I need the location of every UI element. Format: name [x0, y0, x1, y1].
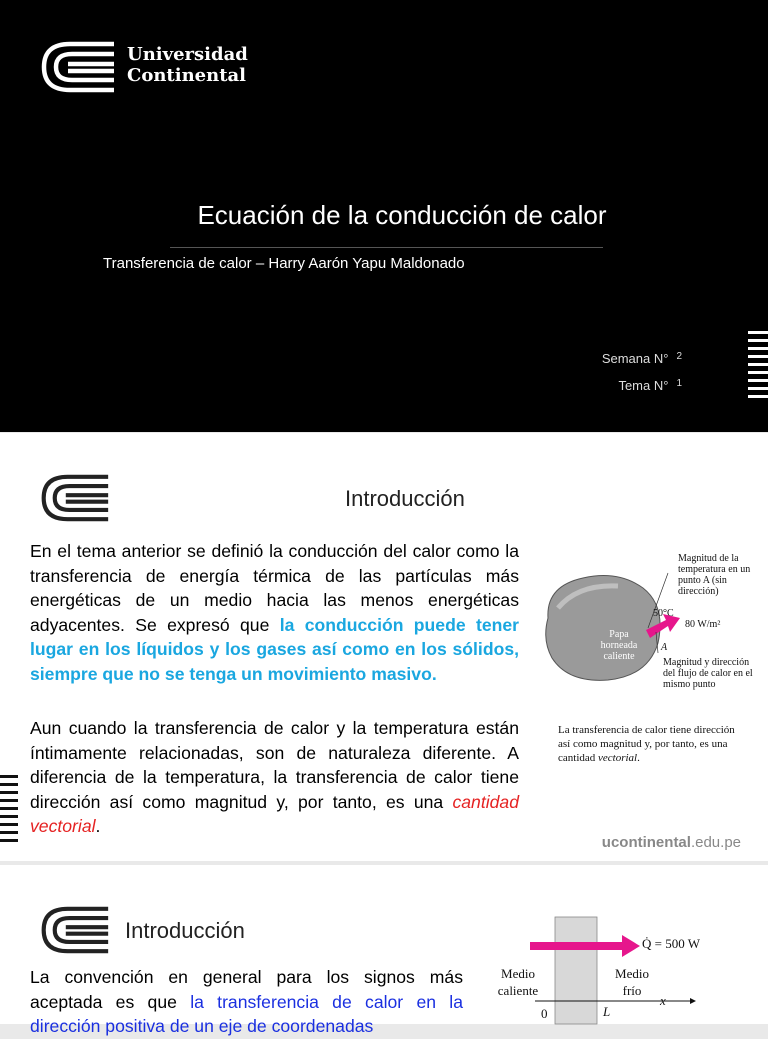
presentation-subtitle: Transferencia de calor – Harry Aarón Yapu Maldonado [103, 255, 465, 272]
wall-thickness-label: L [603, 1004, 611, 1019]
wall [555, 917, 597, 1024]
point-label: A [661, 642, 668, 653]
decorative-bars-icon [748, 331, 768, 403]
intro-slide [0, 433, 768, 861]
tema-label: Tema N° $^1$ [618, 378, 682, 393]
footer-url[interactable]: ucontinental.edu.pe [601, 834, 741, 851]
heat-rate-arrow [622, 935, 640, 957]
intro-paragraph-1: En el tema anterior se definió la conducción del calor como la transferencia de energía térmica de las partículas más energéticas de un medio hacia las menos energéticas adyacentes. Se expresó que la conducción puede tener lugar en los líquidos y los gases así como en los sólidos, siempre que no se tenga un movimiento masivo. [30, 541, 519, 684]
x-axis-label: x [660, 993, 666, 1008]
decorative-bars-icon [0, 775, 18, 847]
intro-paragraph-2: Aun cuando la transferencia de calor y la temperatura están íntimamente relacionadas, son de naturaleza diferente. A diferencia de la temperatura, la transferencia de calor tiene dirección así como magnitud y, por tanto, es una cantidad vectorial. [30, 718, 519, 836]
potato-label: Papa horneada caliente [600, 629, 638, 662]
slide-heading: Introducción [345, 486, 465, 511]
potato-shape [546, 576, 660, 681]
temperature-label: 50°C [653, 608, 674, 619]
presentation-title: Ecuación de la conducción de calor [197, 200, 607, 230]
intro-slide-2 [0, 865, 768, 1036]
heat-rate-label: Q̇ = 500 W [642, 936, 701, 951]
figure-caption: La transferencia de calor tiene dirección así como magnitud y, por tanto, es una cantidad vectorial. [558, 724, 735, 764]
flux-label: 80 W/m² [685, 619, 721, 630]
hot-medium-label: Medio caliente [497, 966, 539, 998]
sign-convention-paragraph: La convención en general para los signos más aceptada es que la transferencia de calor en la dirección positiva de un eje de coordenadas [30, 967, 464, 1036]
slide-heading: Introducción [125, 918, 245, 943]
semana-label: Semana N° $^2$ [601, 351, 682, 366]
title-slide [0, 0, 768, 432]
origin-label: 0 [541, 1006, 548, 1021]
university-logo-icon [40, 40, 116, 94]
university-logo-icon [40, 905, 110, 955]
title-divider [170, 247, 603, 248]
temperature-magnitude-note: Magnitud de la temperatura en un punto A (sin dirección) [678, 553, 751, 597]
cold-medium-label: Medio frío [615, 966, 649, 998]
university-logo-text: Universidad Continental [127, 44, 248, 86]
flux-direction-note: Magnitud y dirección del flujo de calor en el mismo punto [663, 657, 753, 690]
university-logo-icon [40, 473, 110, 523]
